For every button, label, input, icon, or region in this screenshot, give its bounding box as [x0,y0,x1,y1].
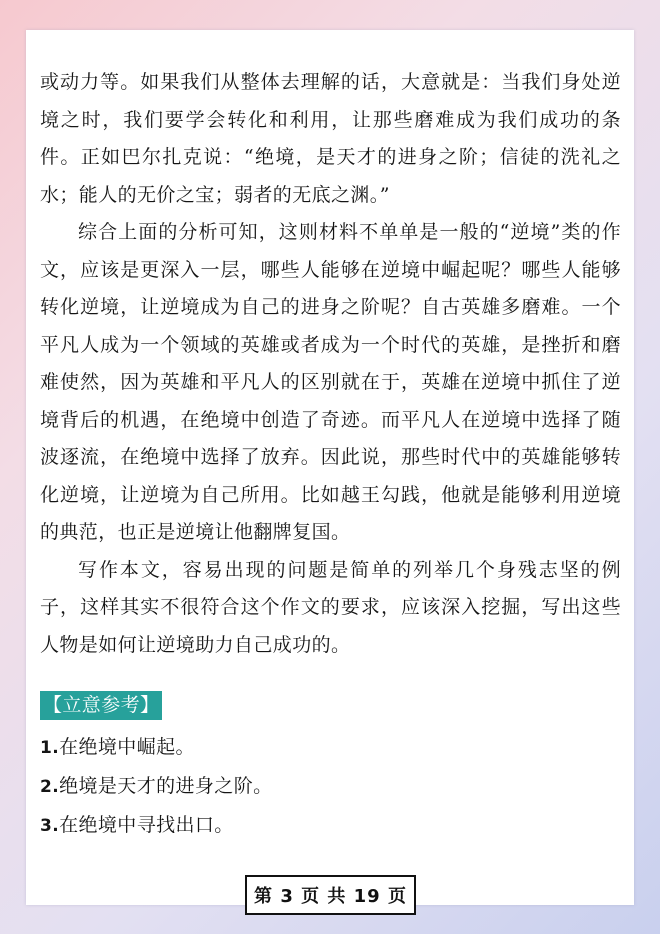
document-page [26,30,634,905]
list-item [40,767,621,806]
page-number-indicator: 第 3 页 共 19 页 [245,875,416,915]
list-item-number: 2. [40,776,60,797]
list-item-text: 绝境是天才的进身之阶。 [59,774,273,797]
idea-list [40,728,621,845]
list-item-number: 1. [40,737,60,758]
paragraph-writing-advice: 写作本文，容易出现的问题是简单的列举几个身残志坚的例子，这样其实不很符合这个作文的要求，应该深入挖掘，写出这些人物是如何让逆境助力自己成功的。 [40,558,621,656]
list-item-text: 在绝境中寻找出口。 [59,813,234,836]
list-item [40,806,621,845]
paragraph-continuation: 或动力等。如果我们从整体去理解的话，大意就是：当我们身处逆境之时，我们要学会转化和利用，让那些磨难成为我们成功的条件。正如巴尔扎克说：“绝境，是天才的进身之阶；信徒的洗礼之水；能人的无价之宝；弱者的无底之渊。” [40,71,621,206]
section-heading-idea-reference: 【立意参考】 [40,691,162,720]
list-item [40,728,621,767]
document-body [40,64,621,845]
paragraph-analysis: 综合上面的分析可知，这则材料不单单是一般的“逆境”类的作文，应该是更深入一层，哪些人能够在逆境中崛起呢？哪些人能够转化逆境，让逆境成为自己的进身之阶呢？自古英雄多磨难。一个平凡人成为一个领域的英雄或者成为一个时代的英雄，是挫折和磨难使然，因为英雄和平凡人的区别就在于，英雄在逆境中抓住了逆境背后的机遇，在绝境中创造了奇迹。而平凡人在逆境中选择了随波逐流，在绝境中选择了放弃。因此说，那些时代中的英雄能够转化逆境，让逆境为自己所用。比如越王勾践，他就是能够利用逆境的典范，也正是逆境让他翻牌复国。 [40,221,621,543]
list-item-text: 在绝境中崛起。 [59,735,195,758]
list-item-number: 3. [40,815,60,836]
